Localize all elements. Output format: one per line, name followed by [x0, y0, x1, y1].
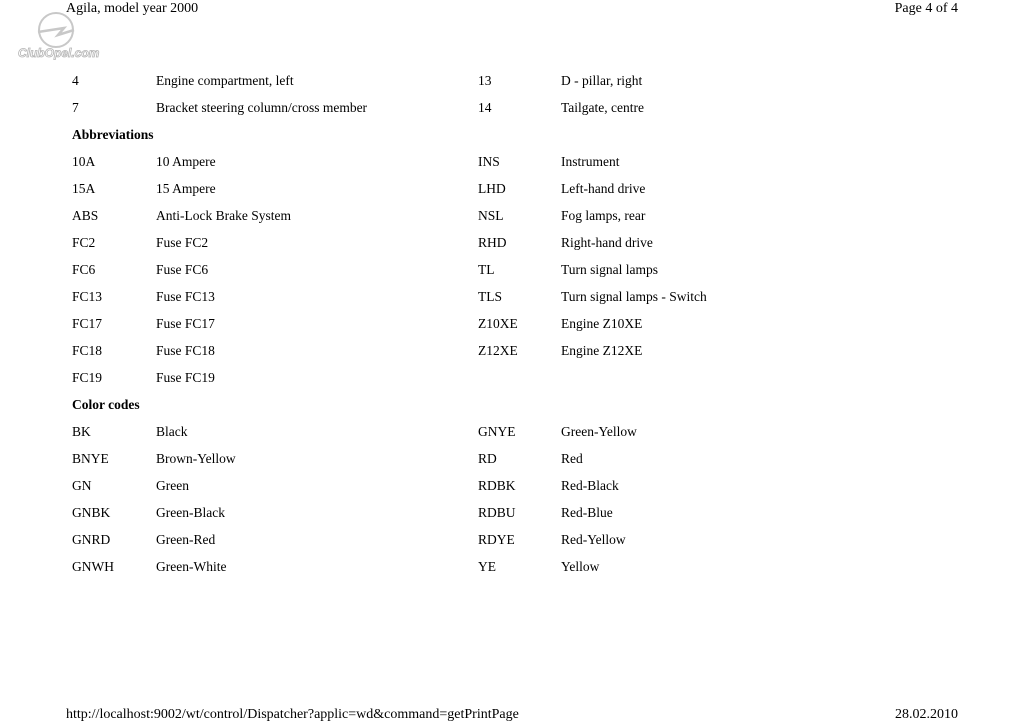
color-code: GNRD [72, 532, 111, 547]
location-code: 7 [72, 100, 79, 115]
abbreviation-desc: Left-hand drive [561, 181, 646, 196]
abbreviation-code: ABS [72, 208, 99, 223]
color-desc: Red-Yellow [561, 532, 626, 547]
abbreviation-desc: Fuse FC13 [156, 289, 215, 304]
abbreviation-desc: Turn signal lamps - Switch [561, 289, 707, 304]
table-row [72, 256, 972, 283]
abbreviation-desc: Fuse FC19 [156, 370, 215, 385]
table-row [72, 472, 972, 499]
color-desc: Green-Black [156, 505, 225, 520]
table-row [72, 67, 972, 94]
location-code: 14 [478, 100, 492, 115]
table-row [72, 202, 972, 229]
abbreviation-code: LHD [478, 181, 506, 196]
locations-table [72, 67, 972, 121]
color-desc: Brown-Yellow [156, 451, 236, 466]
table-row [72, 553, 972, 580]
abbreviation-code: 15A [72, 181, 96, 196]
color-code: RDBU [478, 505, 516, 520]
color-codes-table [72, 418, 972, 580]
abbreviation-desc: Fuse FC6 [156, 262, 209, 277]
table-row [72, 445, 972, 472]
abbreviations-table [72, 148, 972, 391]
color-code: RDYE [478, 532, 515, 547]
color-code: BK [72, 424, 91, 439]
abbreviation-code: FC6 [72, 262, 96, 277]
location-code: 13 [478, 73, 492, 88]
abbreviation-code: FC17 [72, 316, 103, 331]
color-code: GNBK [72, 505, 111, 520]
svg-text:ClubOpel.com: ClubOpel.com [18, 46, 100, 60]
color-desc: Black [156, 424, 188, 439]
color-desc: Green-White [156, 559, 227, 574]
abbreviation-code: TL [478, 262, 495, 277]
abbreviation-code: TLS [478, 289, 503, 304]
table-row [72, 283, 972, 310]
color-code: GN [72, 478, 92, 493]
abbreviation-desc: Fuse FC18 [156, 343, 215, 358]
abbreviation-code: INS [478, 154, 500, 169]
table-row [72, 499, 972, 526]
page-number: Page 4 of 4 [894, 1, 958, 16]
table-row [72, 364, 972, 391]
abbreviation-code: FC13 [72, 289, 103, 304]
abbreviation-code: Z12XE [478, 343, 518, 358]
color-code: YE [478, 559, 496, 574]
color-desc: Green [156, 478, 189, 493]
footer-url: http://localhost:9002/wt/control/Dispatcher?applic=wd&command=getPrintPage [66, 707, 519, 722]
abbreviation-desc: Instrument [561, 154, 620, 169]
table-row [72, 418, 972, 445]
color-desc: Green-Red [156, 532, 216, 547]
table-row [72, 310, 972, 337]
clubopel-logo-watermark [14, 8, 114, 64]
color-desc: Yellow [561, 559, 600, 574]
color-code: RD [478, 451, 497, 466]
table-row [72, 337, 972, 364]
color-desc: Red-Blue [561, 505, 613, 520]
abbreviation-code: FC2 [72, 235, 96, 250]
abbreviation-code: 10A [72, 154, 96, 169]
color-desc: Red [561, 451, 583, 466]
abbreviation-desc: Anti-Lock Brake System [156, 208, 291, 223]
color-code: RDBK [478, 478, 516, 493]
location-desc: Engine compartment, left [156, 73, 294, 88]
abbreviation-desc: Fuse FC17 [156, 316, 215, 331]
abbreviation-desc: 10 Ampere [156, 154, 216, 169]
page-header-title: Agila, model year 2000 [66, 1, 199, 16]
abbreviation-code: FC19 [72, 370, 103, 385]
location-desc: D - pillar, right [561, 73, 643, 88]
color-desc: Red-Black [561, 478, 619, 493]
table-row [72, 526, 972, 553]
color-code: GNWH [72, 559, 114, 574]
abbreviations-heading: Abbreviations [72, 127, 154, 142]
document-body [72, 67, 972, 580]
location-code: 4 [72, 73, 79, 88]
color-desc: Green-Yellow [561, 424, 637, 439]
color-code: BNYE [72, 451, 109, 466]
color-code: GNYE [478, 424, 516, 439]
location-desc: Tailgate, centre [561, 100, 645, 115]
abbreviation-code: Z10XE [478, 316, 518, 331]
table-row [72, 148, 972, 175]
footer-date: 28.02.2010 [895, 707, 958, 722]
abbreviation-desc: Fuse FC2 [156, 235, 209, 250]
abbreviation-desc: Engine Z12XE [561, 343, 643, 358]
abbreviation-desc: 15 Ampere [156, 181, 216, 196]
abbreviation-code: FC18 [72, 343, 103, 358]
abbreviation-code: RHD [478, 235, 507, 250]
abbreviation-desc: Fog lamps, rear [561, 208, 646, 223]
table-row [72, 229, 972, 256]
table-row [72, 175, 972, 202]
location-desc: Bracket steering column/cross member [156, 100, 368, 115]
color-codes-heading: Color codes [72, 397, 140, 412]
abbreviation-desc: Right-hand drive [561, 235, 653, 250]
table-row [72, 94, 972, 121]
abbreviation-desc: Engine Z10XE [561, 316, 643, 331]
abbreviation-code: NSL [478, 208, 504, 223]
abbreviation-desc: Turn signal lamps [561, 262, 659, 277]
